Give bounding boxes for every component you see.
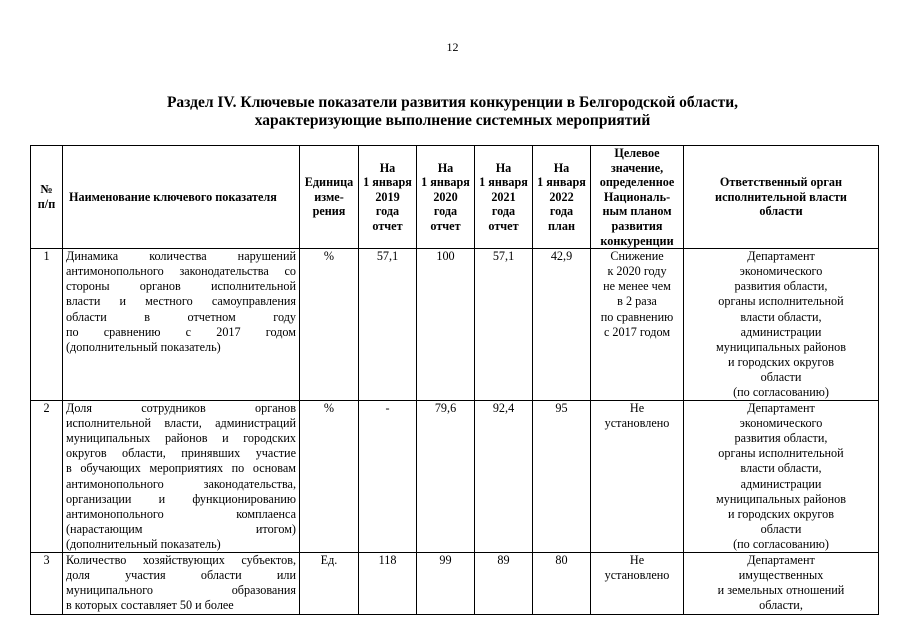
text-line: экономического — [739, 416, 823, 431]
text-line: с 2017 годом — [603, 324, 671, 339]
text-line: Снижение — [610, 249, 664, 264]
text-line: (нарастающим итогом) — [66, 521, 296, 536]
text-line: 2021 — [491, 189, 516, 204]
text-line: 1 января — [537, 175, 586, 190]
text-line: 1 января — [421, 175, 470, 190]
row-value-2020: 79,6 — [417, 401, 475, 553]
text-line: к 2020 году — [607, 264, 667, 279]
text-line: Департамент — [747, 401, 815, 416]
text-line: ным планом — [602, 204, 672, 219]
text-line: области — [760, 369, 802, 384]
text-line: установлено — [604, 568, 670, 583]
text-line: органы исполнительной — [718, 446, 844, 461]
text-line: доля участия области или — [66, 568, 296, 583]
text-line: антимонопольного законодательства со — [66, 264, 296, 279]
text-line: администрации — [740, 476, 822, 491]
section-title-line-1: Раздел IV. Ключевые показатели развития конкуренции в Белгородской области, — [166, 94, 739, 111]
text-line: На — [553, 160, 570, 175]
text-line: Количество хозяйствующих субъектов, — [66, 553, 296, 568]
text-line: На — [495, 160, 512, 175]
text-line: антимонопольного комплаенса — [66, 506, 296, 521]
row-name — [63, 249, 300, 401]
text-line: Целевое — [614, 146, 660, 160]
text-line: Наименование ключевого показателя — [69, 189, 277, 204]
row-name — [63, 401, 300, 553]
text-line: установлено — [604, 416, 670, 431]
text-line: области, — [759, 598, 803, 613]
text-line: органы исполнительной — [718, 294, 844, 309]
text-line: 2019 — [375, 189, 400, 204]
row-unit: % — [300, 401, 359, 553]
text-line: экономического — [739, 264, 823, 279]
text-line: Динамика количества нарушений — [66, 249, 296, 264]
row-num: 3 — [31, 553, 63, 615]
section-title — [0, 94, 905, 130]
text-line: муниципальных районов — [716, 491, 846, 506]
row-num: 2 — [31, 401, 63, 553]
row-value-2021: 89 — [475, 553, 533, 615]
row-target — [591, 401, 684, 553]
text-line: в которых составляет 50 и более — [66, 598, 234, 613]
text-line: области — [760, 521, 802, 536]
header-num — [31, 146, 63, 249]
text-line: года — [491, 204, 516, 219]
text-line: отчет — [430, 218, 461, 233]
text-line: и городских округов — [728, 354, 834, 369]
text-line: 2020 — [433, 189, 458, 204]
text-line: власти области, — [740, 461, 822, 476]
row-target — [591, 553, 684, 615]
row-responsible — [684, 401, 879, 553]
row-value-2020: 99 — [417, 553, 475, 615]
text-line: Ответственный орган — [719, 175, 843, 190]
row-value-2021: 92,4 — [475, 401, 533, 553]
text-line: Националь- — [603, 189, 671, 204]
text-line: по сравнению с 2017 годом — [66, 324, 296, 339]
text-line: года — [375, 204, 400, 219]
text-line: муниципального образования — [66, 583, 296, 598]
text-line: отчет — [372, 218, 403, 233]
text-line: года — [549, 204, 574, 219]
text-line: в обучающих мероприятиях по основам — [66, 461, 296, 476]
text-line: округов области, принявших участие — [66, 446, 296, 461]
text-line: На — [437, 160, 454, 175]
indicators-table — [30, 145, 879, 615]
text-line: Не — [629, 553, 645, 568]
text-line: отчет — [488, 218, 519, 233]
row-unit: % — [300, 249, 359, 401]
header-2019 — [359, 146, 417, 249]
text-line: (по согласованию) — [733, 385, 829, 399]
row-responsible — [684, 249, 879, 401]
table-row — [31, 249, 879, 401]
text-line: области в отчетном году — [66, 309, 296, 324]
row-value-2022: 95 — [533, 401, 591, 553]
row-value-2022: 42,9 — [533, 249, 591, 401]
text-line: изме- — [314, 189, 344, 204]
section-title-line-2: характеризующие выполнение системных мероприятий — [254, 112, 651, 129]
text-line: исполнительной власти, администраций — [66, 416, 296, 431]
text-line: (дополнительный показатель) — [66, 536, 221, 551]
text-line: администрации — [740, 324, 822, 339]
text-line: стороны органов исполнительной — [66, 279, 296, 294]
text-line: по сравнению — [600, 309, 674, 324]
row-unit: Ед. — [300, 553, 359, 615]
text-line: На — [379, 160, 396, 175]
text-line: развития области, — [734, 431, 828, 446]
text-line: рения — [312, 204, 346, 219]
row-target — [591, 249, 684, 401]
row-responsible — [684, 553, 879, 615]
row-value-2021: 57,1 — [475, 249, 533, 401]
row-num: 1 — [31, 249, 63, 401]
table-header-row — [31, 146, 879, 249]
text-line: организации и функционированию — [66, 491, 296, 506]
text-line: Единица — [304, 175, 354, 190]
text-line: и земельных отношений — [717, 583, 845, 598]
text-line: № — [40, 182, 53, 197]
text-line: антимонопольного законодательства, — [66, 476, 296, 491]
row-value-2019: 118 — [359, 553, 417, 615]
text-line: определенное — [599, 175, 675, 190]
row-name — [63, 553, 300, 615]
text-line: 2022 — [549, 189, 574, 204]
text-line: власти и местного самоуправления — [66, 294, 296, 309]
text-line: Не — [629, 401, 645, 416]
header-target — [591, 146, 684, 249]
text-line: конкуренции — [600, 233, 674, 248]
text-line: не менее чем — [603, 279, 671, 294]
text-line: имущественных — [738, 568, 824, 583]
header-2020 — [417, 146, 475, 249]
table-row — [31, 553, 879, 615]
header-unit — [300, 146, 359, 249]
text-line: исполнительной власти — [715, 189, 847, 204]
text-line: Департамент — [747, 249, 815, 264]
header-2022 — [533, 146, 591, 249]
text-line: Департамент — [747, 553, 815, 568]
text-line: Доля сотрудников органов — [66, 401, 296, 416]
text-line: значение, — [610, 160, 664, 175]
text-line: года — [433, 204, 458, 219]
text-line: развития — [611, 218, 663, 233]
text-line: области — [759, 204, 803, 219]
row-value-2022: 80 — [533, 553, 591, 615]
row-value-2019: - — [359, 401, 417, 553]
row-value-2020: 100 — [417, 249, 475, 401]
page-number: 12 — [446, 40, 459, 54]
text-line: муниципальных районов — [716, 339, 846, 354]
text-line: п/п — [37, 197, 56, 212]
text-line: муниципальных районов и городских — [66, 431, 296, 446]
table-row — [31, 401, 879, 553]
text-line: 1 января — [363, 175, 412, 190]
text-line: власти области, — [740, 309, 822, 324]
text-line: план — [548, 218, 575, 233]
text-line: развития области, — [734, 279, 828, 294]
text-line: и городских округов — [728, 506, 834, 521]
header-responsible — [684, 146, 879, 249]
text-line: 1 января — [479, 175, 528, 190]
text-line: (по согласованию) — [733, 536, 829, 551]
text-line: (дополнительный показатель) — [66, 339, 221, 354]
text-line: в 2 раза — [617, 294, 657, 309]
header-2021 — [475, 146, 533, 249]
row-value-2019: 57,1 — [359, 249, 417, 401]
header-name — [63, 146, 300, 249]
